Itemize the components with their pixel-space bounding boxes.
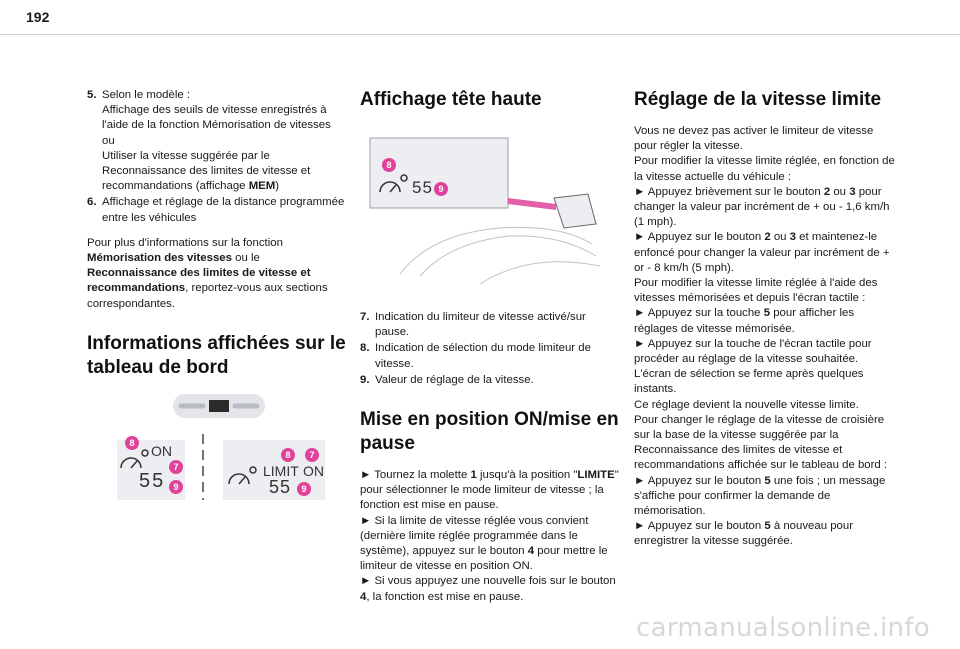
- line-ref: 3: [789, 231, 797, 244]
- reglage-body: [634, 124, 896, 550]
- left-speed-value: 55: [139, 469, 166, 492]
- body-line: L'écran de sélection se ferme après quelques instants.: [634, 368, 864, 396]
- line-text: ou: [770, 231, 790, 244]
- info-text: , reportez-vous aux sections correspondantes.: [87, 282, 328, 310]
- section-heading-reglage-vitesse: Réglage de la vitesse limite: [634, 89, 882, 110]
- item-text: Affichage et réglage de la distance programmée entre les véhicules: [102, 196, 345, 224]
- page-number: 192: [26, 9, 50, 25]
- body-line: Ce réglage devient la nouvelle vitesse limite.: [634, 398, 859, 411]
- list-item: [87, 195, 349, 225]
- right-speed-value: 55: [269, 476, 292, 497]
- item-number: 8.: [360, 342, 370, 355]
- body-line: Pour modifier la vitesse limite réglée à l'aide des vitesses mémorisées et depuis l'écran tactile :: [634, 277, 878, 305]
- item-text: Indication du limiteur de vitesse activé/sur pause.: [375, 311, 586, 339]
- line-text: ► Appuyez sur le bouton: [634, 520, 765, 533]
- item-text: Indication de sélection du mode limiteur de vitesse.: [375, 342, 591, 370]
- step-text: ► Tournez la molette: [360, 469, 471, 482]
- line-text: ► Appuyez sur la touche: [634, 307, 764, 320]
- callout-badge-9: 9: [297, 482, 311, 496]
- info-link-memorisation: Mémorisation des vitesses: [87, 252, 232, 265]
- hud-illustration: [360, 124, 610, 284]
- step-ref: 4: [360, 590, 367, 603]
- head-up-display-figure: [360, 124, 610, 284]
- line-ref: 5: [764, 474, 771, 487]
- step-text: pour mettre le limiteur de vitesse en position ON.: [360, 545, 608, 573]
- section-heading-tableau-de-bord: Informations affichées sur le tableau de bord: [87, 332, 346, 378]
- info-text: Pour plus d'informations sur la fonction: [87, 236, 283, 249]
- line-text: à nouveau pour enregistrer la vitesse suggérée.: [634, 520, 854, 548]
- line-text: ► Appuyez brièvement sur le bouton: [634, 185, 824, 198]
- callout-badge-8: 8: [281, 448, 295, 462]
- body-line: [634, 185, 896, 231]
- line-text: pour changer la valeur par incrément de + ou - 1,6 km/h (1 mph).: [634, 185, 890, 229]
- section-heading-tete-haute: Affichage tête haute: [360, 89, 542, 110]
- item-number: 5.: [87, 89, 97, 101]
- line-text: et maintenez-le enfoncé pour changer la valeur par incrément de + or - 8 km/h (5 mph).: [634, 231, 890, 274]
- info-link-reconnaissance: Reconnaissance des limites de vitesse et recommandations: [87, 267, 311, 295]
- step-text: jusqu'à la position ": [476, 469, 578, 482]
- list-item: [87, 88, 349, 194]
- watermark: carmanualsonline.info: [635, 613, 930, 643]
- step-text: ► Si la limite de vitesse réglée vous convient (dernière limite réglée programmée dans le système), appuyez sur le bouton: [360, 514, 589, 558]
- callout-badge-8: 8: [125, 436, 139, 450]
- column-1: [87, 88, 349, 504]
- callout-badge-7: 7: [305, 448, 319, 462]
- callout-badge-7: 7: [169, 460, 183, 474]
- list-item: [360, 373, 622, 388]
- body-line: Pour modifier la vitesse limite réglée, en fonction de la vitesse actuelle du véhicule :: [634, 155, 895, 183]
- step-item: [360, 574, 622, 604]
- item-text: Valeur de réglage de la vitesse.: [375, 373, 534, 386]
- step-item: [360, 514, 622, 575]
- hud-speed-value: 55: [412, 178, 433, 197]
- steps: [360, 468, 622, 605]
- line-ref: 5: [764, 520, 771, 533]
- line-ref: 2: [823, 185, 831, 198]
- left-on-label: ON: [151, 442, 172, 459]
- body-line: Vous ne devez pas activer le limiteur de vitesse pour régler la vitesse.: [634, 125, 874, 153]
- body-line: [634, 519, 896, 549]
- right-limit-label: LIMIT: [263, 462, 299, 479]
- item-text-body: Selon le modèle : Affichage des seuils de vitesse enregistrés à l'aide de la fonction Mémorisation de vitesses ou Utiliser la vitesse suggérée par le Reconnaissance des limites de vitesse et recommandations (affichage: [102, 89, 331, 193]
- mem-label: MEM: [248, 180, 276, 193]
- item-text-after: ): [275, 180, 280, 193]
- body-line: [634, 474, 896, 520]
- line-text: une fois ; un message s'affiche pour confirmer la demande de mémorisation.: [634, 474, 886, 518]
- info-text: ou le: [231, 252, 260, 265]
- column-2: [360, 88, 622, 605]
- callout-badge-9: 9: [169, 480, 183, 494]
- step-text: , la fonction est mise en pause.: [366, 590, 524, 603]
- body-line: ► Appuyez sur la touche de l'écran tactile pour procéder au réglage de la vitesse souhaitée.: [634, 337, 872, 366]
- dashboard-figure: [111, 392, 351, 504]
- body-line: [634, 306, 896, 336]
- item-number: 6.: [87, 196, 97, 209]
- list-item: [360, 341, 622, 371]
- line-ref: 5: [763, 307, 771, 320]
- step-ref: 4: [527, 545, 535, 558]
- line-ref: 2: [764, 231, 771, 244]
- step-item: [360, 468, 622, 514]
- callout-badge-8: 8: [382, 158, 396, 172]
- callout-badge-9: 9: [434, 182, 448, 196]
- body-line: Pour changer le réglage de la vitesse de croisière sur la base de la vitesse suggérée par la Reconnaissance des limites de vitesse et recommandations affichée sur le tableau de bord :: [634, 413, 888, 472]
- legend-list: [360, 310, 622, 388]
- item-number: 7.: [360, 311, 370, 323]
- step-text: ► Si vous appuyez une nouvelle fois sur le bouton: [360, 575, 616, 588]
- column-3: [634, 88, 896, 550]
- line-text: ou: [830, 185, 850, 198]
- item-number: 9.: [360, 373, 370, 386]
- line-text: pour afficher les réglages de vitesse mémorisée.: [634, 307, 855, 335]
- item-text: [102, 88, 349, 194]
- line-ref: 3: [849, 185, 856, 198]
- section-heading-mise-en-position: Mise en position ON/mise en pause: [360, 409, 619, 455]
- info-paragraph: [87, 236, 349, 312]
- top-divider: [0, 34, 960, 35]
- right-on-label: ON: [303, 462, 324, 479]
- step-ref: 1: [470, 469, 477, 482]
- line-text: ► Appuyez sur le bouton: [634, 474, 765, 487]
- list-item: [360, 310, 622, 340]
- step-text: " pour sélectionner le mode limiteur de vitesse ; la fonction est mise en pause.: [360, 469, 619, 512]
- line-text: ► Appuyez sur le bouton: [634, 231, 765, 244]
- body-line: [634, 230, 896, 276]
- step-ref: LIMITE: [577, 469, 615, 482]
